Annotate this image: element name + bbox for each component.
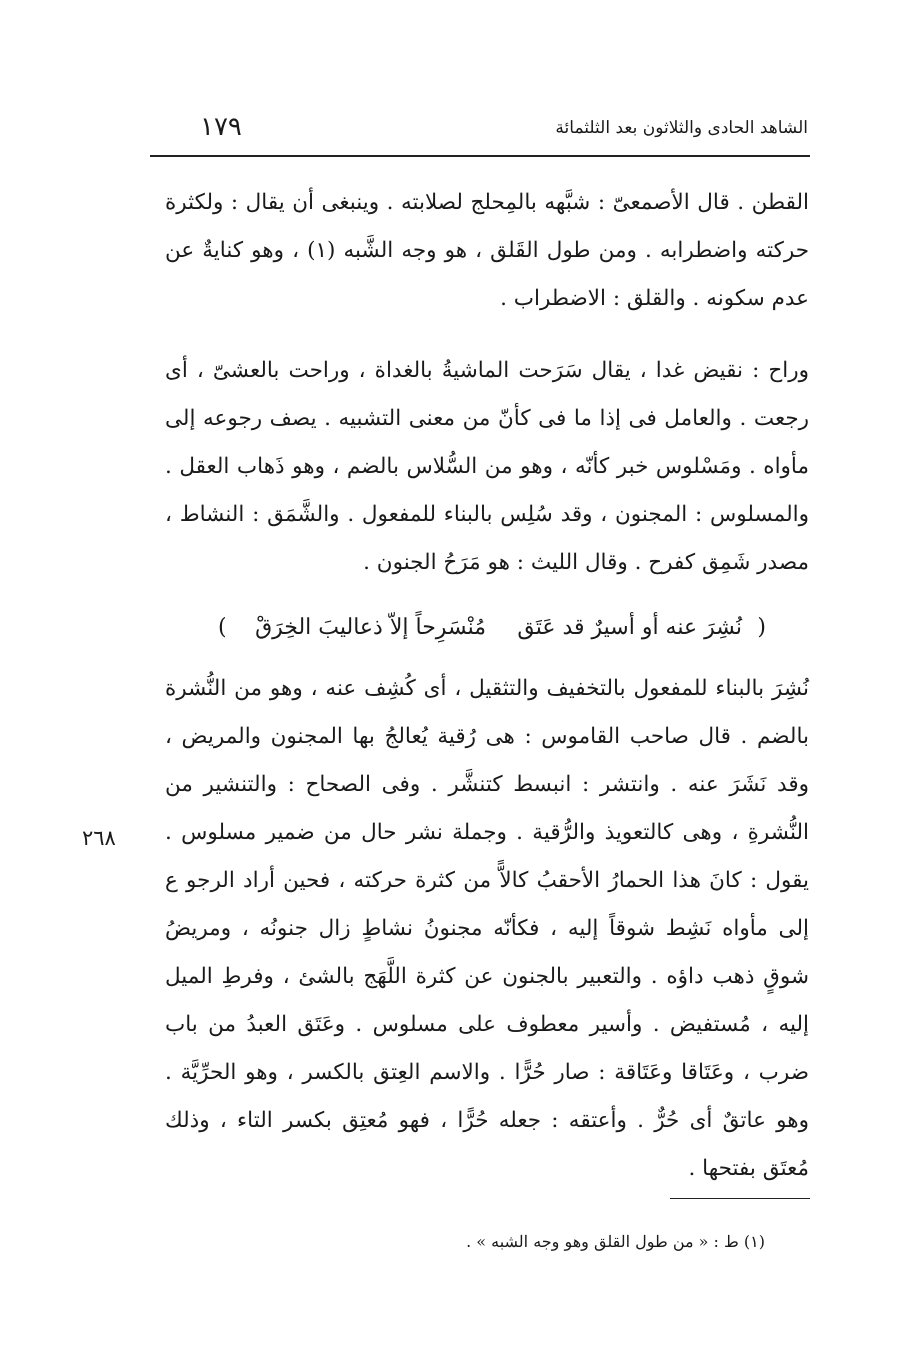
footnote: (١) ط : « من طول القلق وهو وجه الشبه » . — [466, 1232, 765, 1251]
paragraph-2: وراح : نقيض غدا ، يقال سَرَحت الماشيةُ بالغداة ، وراحت بالعشىّ ، أى رجعت . والعامل فى إذا ما فى كأنّ من معنى التشبيه . يصف رجوعه إلى مأواه . ومَسْلوس خبر كأنّه ، وهو من السُّلاس بالضم ، وهو ذَهاب العقل . والمسلوس : المجنون ، وقد سُلِس بالبناء للمفعول . والشَّمَق : النشاط ، مصدر شَمِق كفرح . وقال الليث : هو مَرَحُ الجنون . — [165, 358, 809, 575]
running-title: الشاهد الحادى والثلاثون بعد الثلثمائة — [555, 118, 808, 138]
verse-open-paren: ( — [757, 615, 766, 640]
paragraph-3: نُشِرَ بالبناء للمفعول بالتخفيف والتثقيل ، أى كُشِف عنه ، وهو من النُّشرة بالضم . قال صاحب القاموس : هى رُقية يُعالجُ بها المجنون والمريض ، وقد نَشَرَ عنه . وانتشر : انبسط كتنشَّر . وفى الصحاح : والتنشير من النُّشرةِ ، وهى كالتعويذ والرُّقية . وجملة نشر حال من ضمير مسلوس . يقول : كانَ هذا الحمارُ الأحقبُ كالاًّ من كثرة حركته ، فحين أراد الرجو ع إلى مأواه نَشِط شوقاً إليه ، فكأنّه مجنونُ نشاطٍ زال جنونُه ، ومريضُ شوقٍ ذهب داؤه . والتعبير بالجنون عن كثرة اللَّهَج بالشئ ، وفرطِ الميل إليه ، مُستفيض . وأسير معطوف على مسلوس . وعَتَق العبدُ من باب ضرب ، وعَتَاقا وعَتَاقة : صار حُرًّا . والاسم العِتق بالكسر ، وهو الحرِّيَّة . وهو عاتقٌ أى حُرٌّ . وأعتقه : جعله حُرًّا ، فهو مُعتِق بكسر التاء ، وذلك مُعتَق بفتحها . — [165, 676, 809, 1181]
page-number: ١٧٩ — [200, 112, 242, 142]
margin-reference-number: ٢٦٨ — [82, 826, 116, 850]
verse-hemistich-2: مُنْسَرِحاً إلاّ ذعاليبَ الخِرَقْ — [255, 615, 486, 640]
header-rule — [150, 155, 810, 157]
verse-line — [218, 604, 766, 652]
page-header — [150, 112, 808, 152]
verse-hemistich-1: نُشِرَ عنه أو أسيرٌ قد عَتَق — [517, 615, 742, 640]
footnote-rule — [670, 1198, 810, 1199]
paragraph-1: القطن . قال الأصمعىّ : شبَّهه بالمِحلج لصلابته . وينبغى أن يقال : ولكثرة حركته واضطرابه . ومن طول القَلق ، هو وجه الشَّبه (١) ، وهو كنايةٌ عن عدم سكونه . والقلق : الاضطراب . — [165, 190, 809, 311]
verse-close-paren: ) — [218, 615, 227, 640]
